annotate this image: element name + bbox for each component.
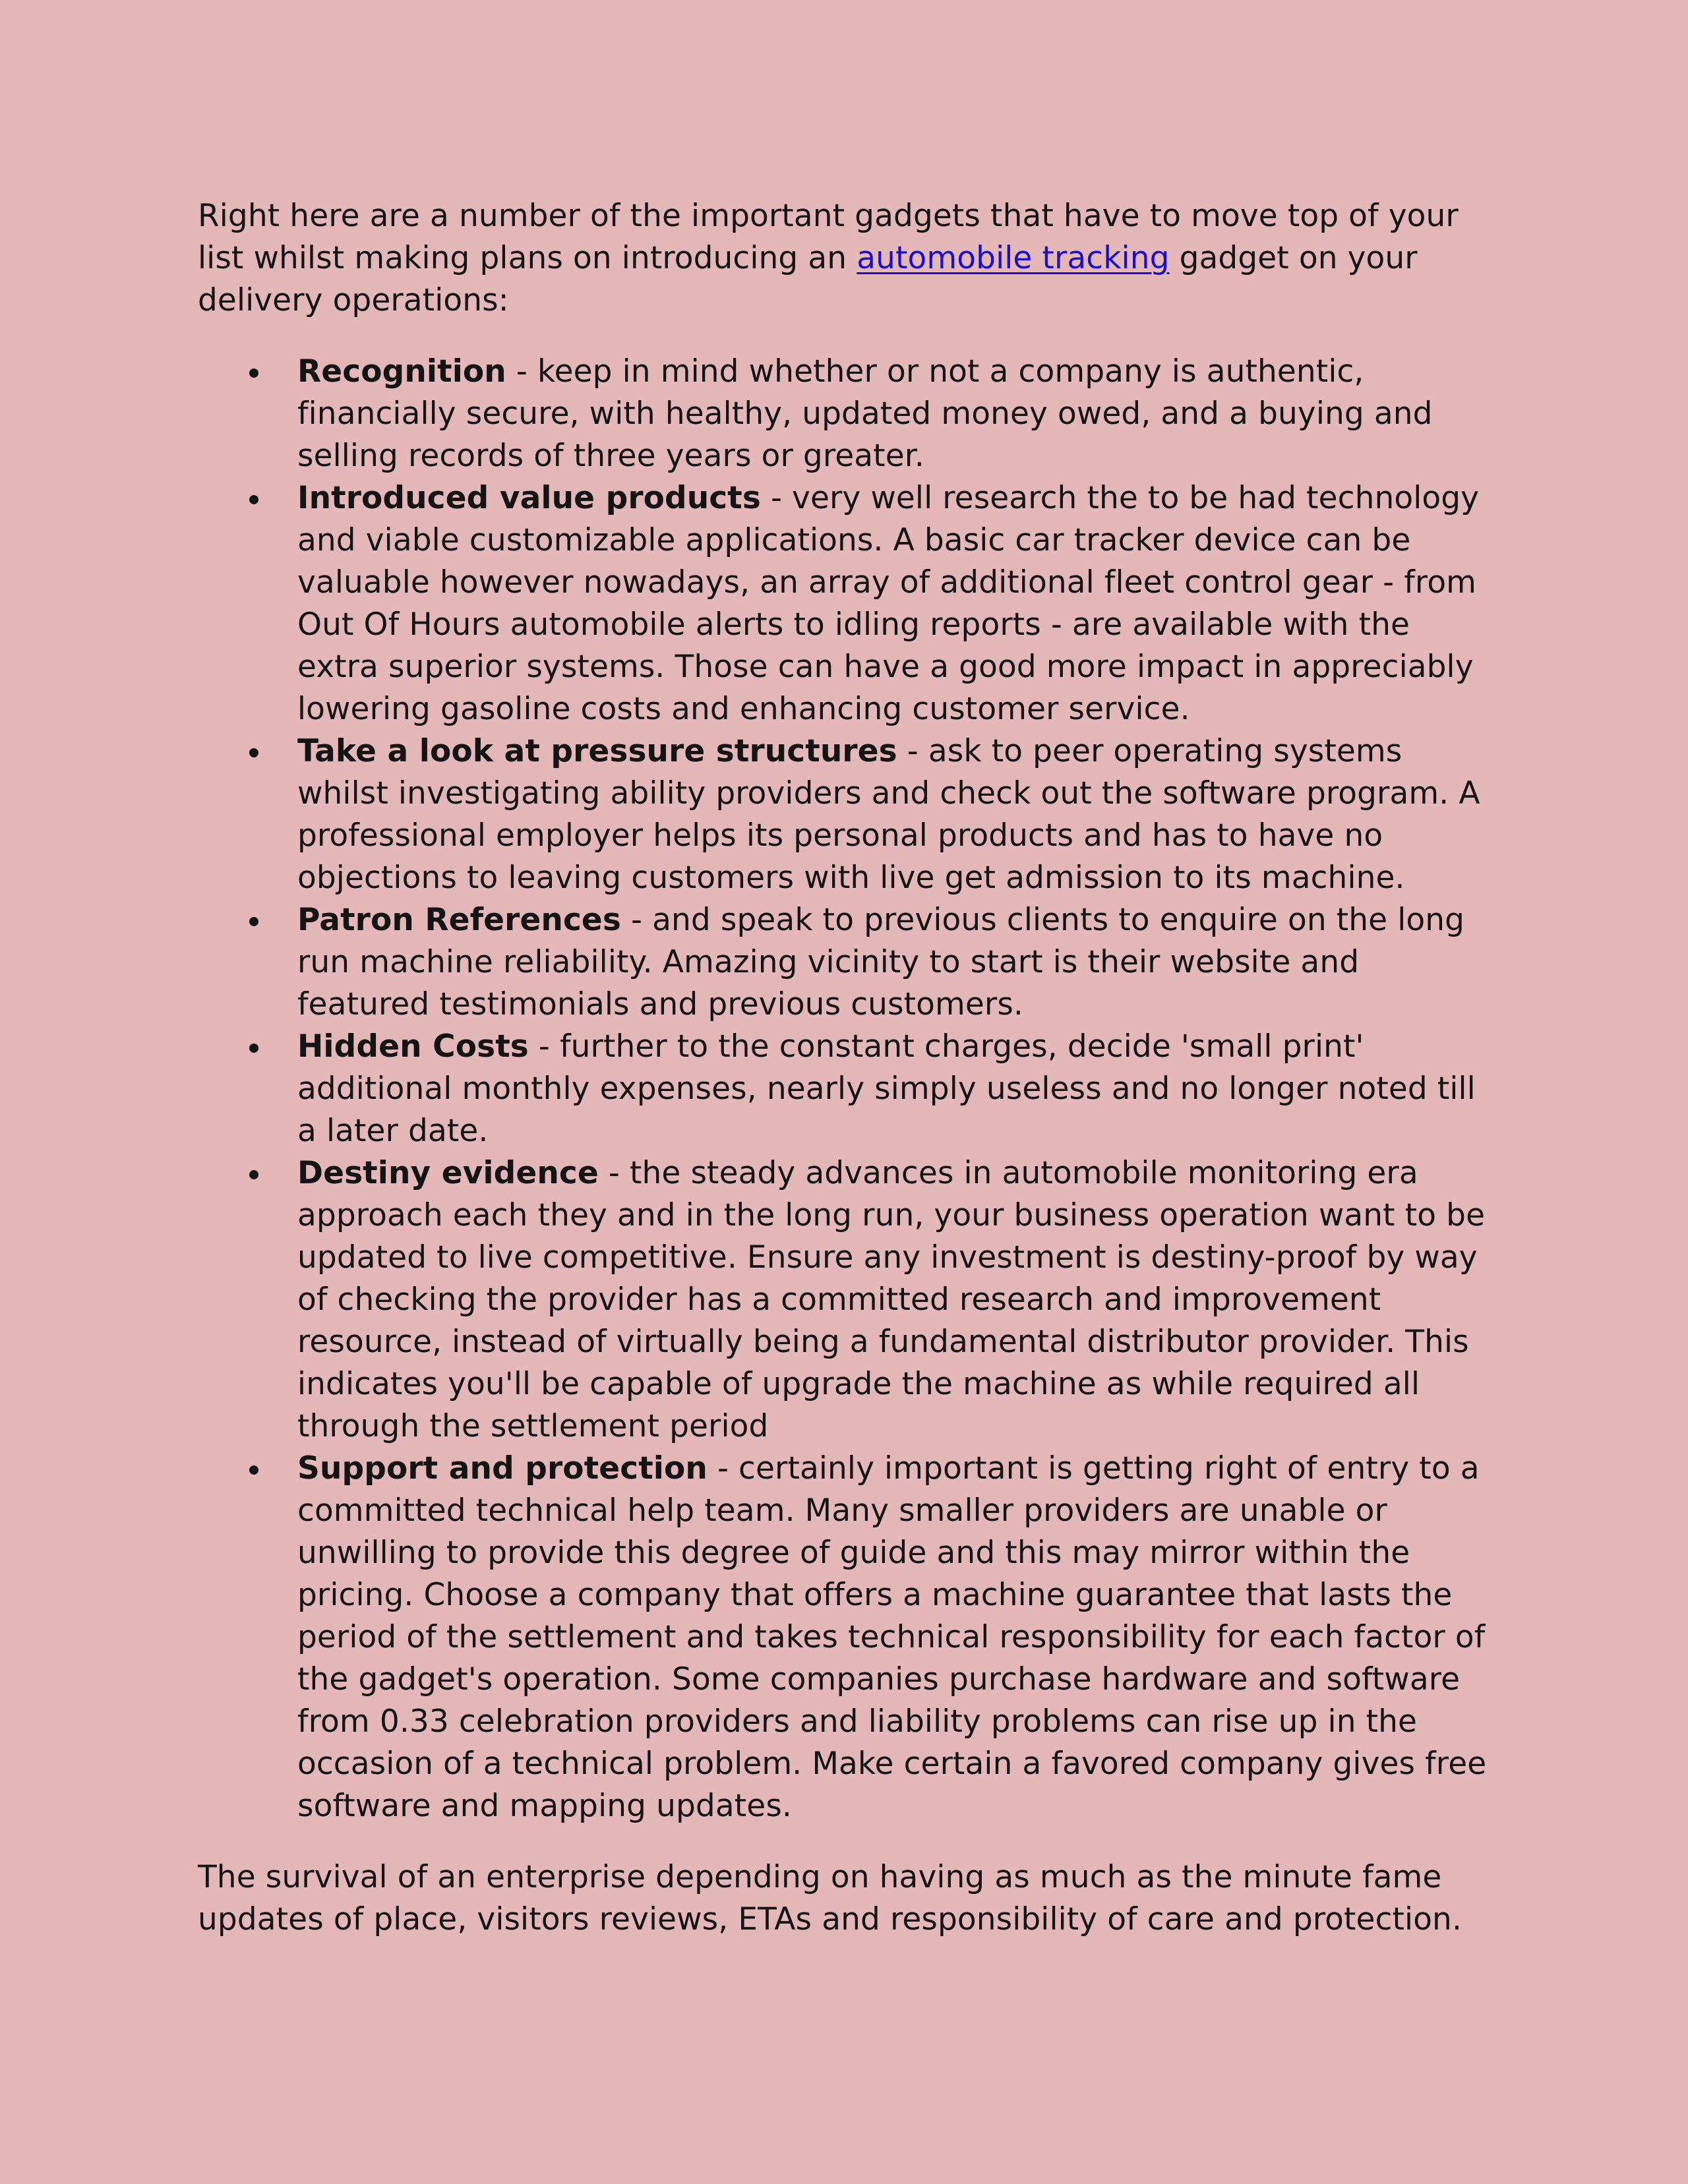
closing-paragraph: The survival of an enterprise depending on having as much as the minute fame updates of place, visitors reviews, ETAs and responsibility of care and protection. (198, 1859, 1462, 1937)
list-item-introduced-value-products (198, 477, 1490, 730)
bullet-icon (249, 1465, 258, 1475)
list-item-term: Recognition (297, 353, 506, 390)
list-item-term: Destiny evidence (297, 1155, 599, 1191)
considerations-list (198, 351, 1490, 1827)
list-item-patron-references (198, 899, 1490, 1026)
list-item-text: - ask to peer operating systems whilst investigating ability providers and check out the software program. A professional employer helps its personal products and has to have no objections to leaving customers with live get admission to its machine. (297, 733, 1480, 896)
list-item-recognition (198, 351, 1490, 477)
automobile-tracking-link[interactable]: automobile tracking (857, 240, 1170, 276)
list-item-destiny-evidence (198, 1152, 1490, 1448)
bullet-icon (249, 917, 258, 926)
bullet-icon (249, 369, 258, 378)
list-item-text: - and speak to previous clients to enquire on the long run machine reliability. Amazing vicinity to start is their website and featured testimonials and previous customers. (297, 902, 1465, 1022)
bullet-icon (249, 495, 258, 504)
bullet-icon (249, 748, 258, 757)
list-item-text: - very well research the to be had technology and viable customizable applications. A basic car tracker device can be valuable however nowadays, an array of additional fleet control gear - from Out Of Hours automobile alerts to idling reports - are available with the extra superior systems. Those can have a good more impact in appreciably lowering gasoline costs and enhancing customer service. (297, 480, 1480, 727)
intro-text-before-link: Right here are a number of the important gadgets that have to move top of your list whilst making plans on introducing an (198, 198, 1459, 276)
list-item-term: Hidden Costs (297, 1028, 529, 1065)
list-item-text: - further to the constant charges, decide 'small print' additional monthly expenses, nearly simply useless and no longer noted till a later date. (297, 1028, 1476, 1149)
list-item-pressure-structures (198, 730, 1490, 899)
document-body (198, 195, 1490, 1941)
list-item-hidden-costs (198, 1026, 1490, 1152)
bullet-icon (249, 1170, 258, 1179)
list-item-support-and-protection (198, 1448, 1490, 1827)
list-item-term: Patron References (297, 902, 621, 938)
intro-text-after-link: gadget on your delivery operations: (198, 240, 1418, 318)
list-item-text: - keep in mind whether or not a company is authentic, financially secure, with healthy, updated money owed, and a buying and selling records of three years or greater. (297, 353, 1433, 474)
list-item-text: - certainly important is getting right of entry to a committed technical help team. Many smaller providers are unable or unwilling to provide this degree of guide and this may mirror within the pricing. Choose a company that offers a machine guarantee that lasts the period of the settlement and takes technical responsibility for each factor of the gadget's operation. Some companies purchase hardware and software from 0.33 celebration providers and liability problems can rise up in the occasion of a technical problem. Make certain a favored company gives free software and mapping updates. (297, 1450, 1487, 1824)
list-item-text: - the steady advances in automobile monitoring era approach each they and in the long run, your business operation want to be updated to live competitive. Ensure any investment is destiny-proof by way of checking the provider has a committed research and improvement resource, instead of virtually being a fundamental distributor provider. This indicates you'll be capable of upgrade the machine as while required all through the settlement period (297, 1155, 1486, 1444)
intro-paragraph (198, 195, 1490, 322)
list-item-term: Introduced value products (297, 480, 761, 516)
bullet-icon (249, 1044, 258, 1053)
list-item-term: Take a look at pressure structures (297, 733, 897, 769)
list-item-term: Support and protection (297, 1450, 708, 1487)
